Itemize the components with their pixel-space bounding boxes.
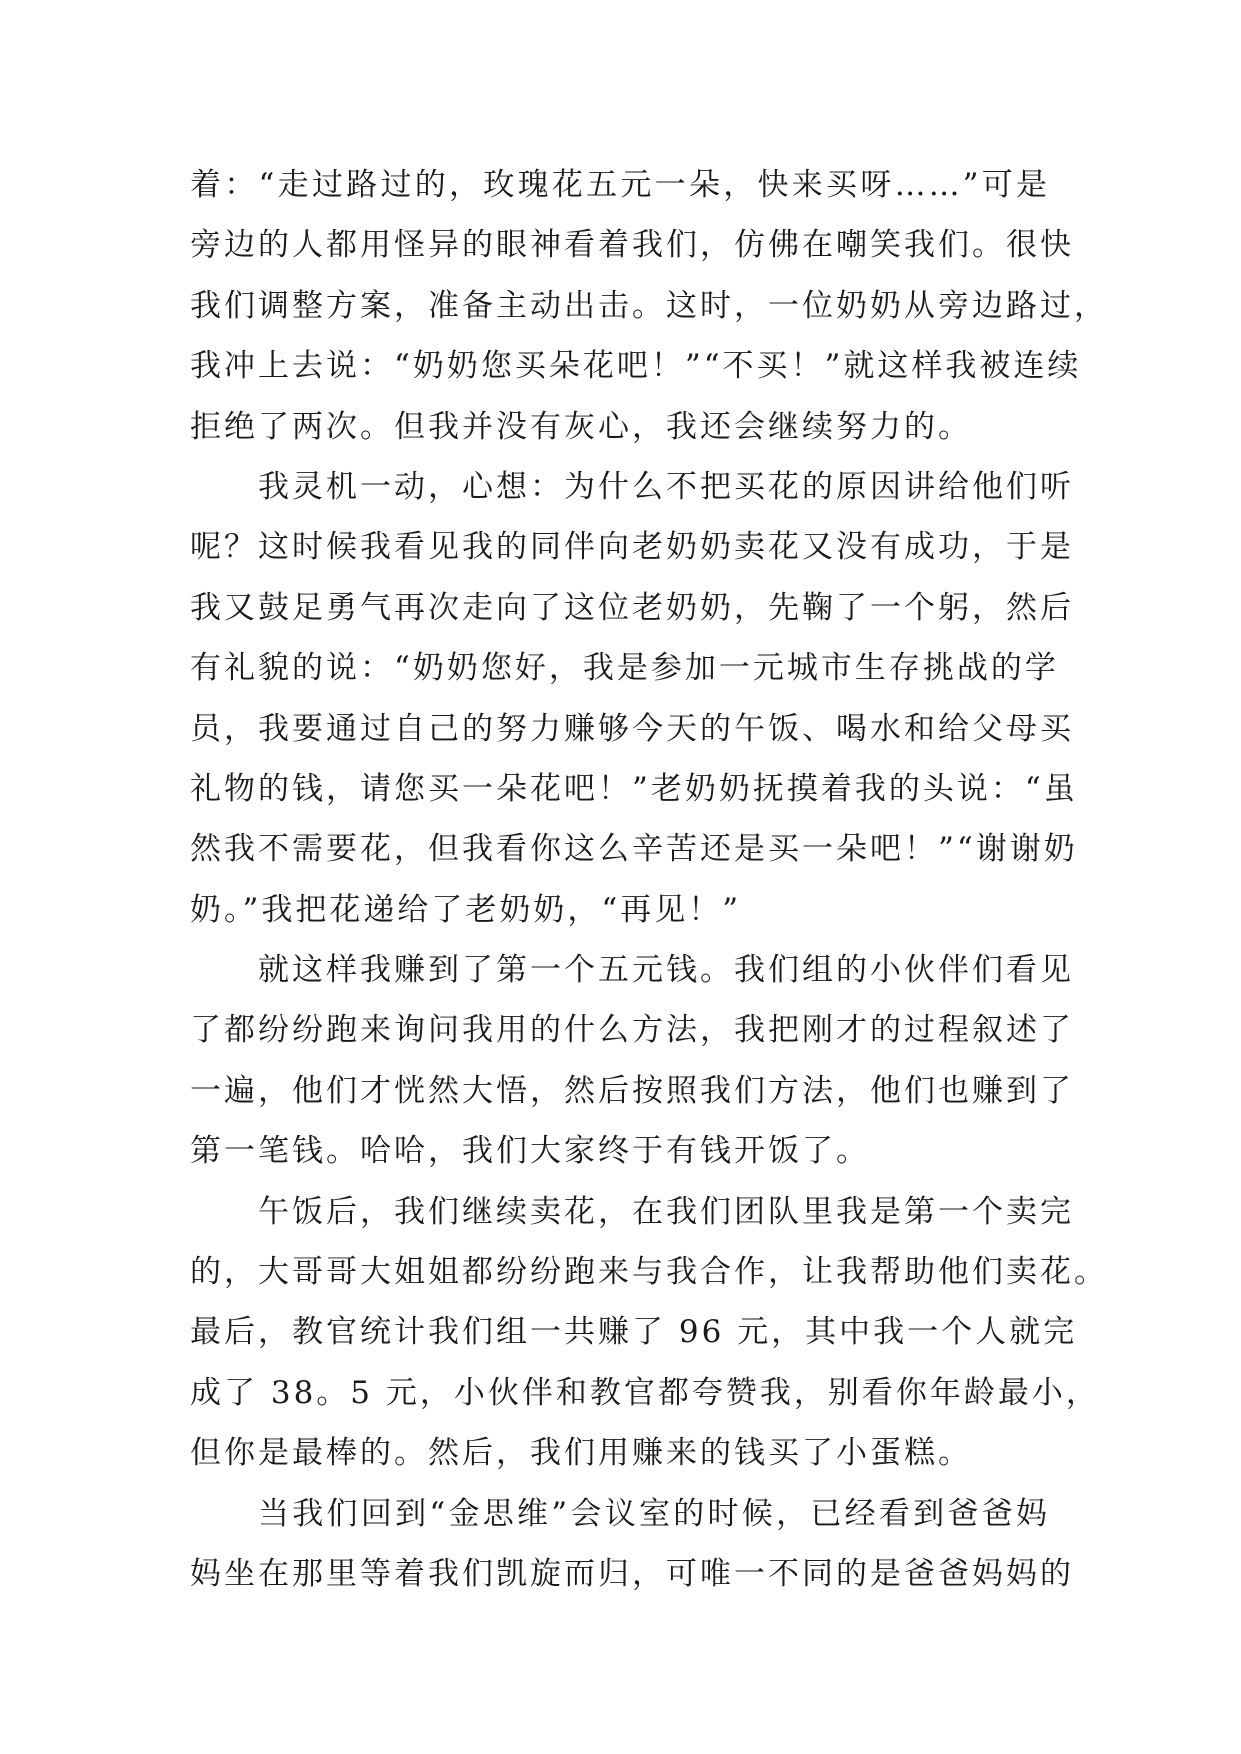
text-line: 妈坐在那里等着我们凯旋而归，可唯一不同的是爸爸妈妈的: [190, 1555, 1074, 1592]
text-line: 拒绝了两次。但我并没有灰心，我还会继续努力的。: [190, 408, 972, 445]
text-line: 第一笔钱。哈哈，我们大家终于有钱开饭了。: [190, 1133, 870, 1170]
text-line: 然我不需要花，但我看你这么辛苦还是买一朵吧！”“谢谢奶: [190, 831, 1078, 868]
text-line: 员，我要通过自己的努力赚够今天的午饭、喝水和给父母买: [190, 710, 1074, 747]
text-line: 我灵机一动，心想：为什么不把买花的原因讲给他们听: [258, 468, 1074, 505]
text-line: 午饭后，我们继续卖花，在我们团队里我是第一个卖完: [258, 1193, 1074, 1230]
text-line: 的，大哥哥大姐姐都纷纷跑来与我合作，让我帮助他们卖花。: [190, 1254, 1108, 1291]
text-line: 呢？这时候我看见我的同伴向老奶奶卖花又没有成功，于是: [190, 529, 1074, 566]
text-line: 但你是最棒的。然后，我们用赚来的钱买了小蛋糕。: [190, 1435, 972, 1472]
text-line: 了都纷纷跑来询问我用的什么方法，我把刚才的过程叙述了: [190, 1012, 1074, 1049]
text-line: 成了 38。5 元，小伙伴和教官都夸赞我，别看你年龄最小，: [190, 1374, 1100, 1411]
text-line: 旁边的人都用怪异的眼神看着我们，仿佛在嘲笑我们。很快: [190, 227, 1074, 264]
text-line: 我们调整方案，准备主动出击。这时，一位奶奶从旁边路过，: [190, 287, 1108, 324]
text-line: 有礼貌的说：“奶奶您好，我是参加一元城市生存挑战的学: [190, 650, 1059, 687]
text-line: 我又鼓足勇气再次走向了这位老奶奶，先鞠了一个躬，然后: [190, 589, 1074, 626]
text-line: 一遍，他们才恍然大悟，然后按照我们方法，他们也赚到了: [190, 1072, 1074, 1109]
text-line: 礼物的钱，请您买一朵花吧！”老奶奶抚摸着我的头说：“虽: [190, 770, 1078, 807]
body-text: [190, 155, 1108, 1604]
text-line: 最后，教官统计我们组一共赚了 96 元，其中我一个人就完: [190, 1314, 1078, 1351]
text-line: 着：“走过路过的，玫瑰花五元一朵，快来买呀……”可是: [190, 167, 1050, 203]
text-line: 奶。”我把花递给了老奶奶，“再见！”: [190, 891, 742, 928]
text-line: 当我们回到“金思维”会议室的时候，已经看到爸爸妈: [258, 1495, 1050, 1532]
text-line: 就这样我赚到了第一个五元钱。我们组的小伙伴们看见: [258, 952, 1074, 989]
text-line: 我冲上去说：“奶奶您买朵花吧！”“不买！”就这样我被连续: [190, 348, 1082, 385]
